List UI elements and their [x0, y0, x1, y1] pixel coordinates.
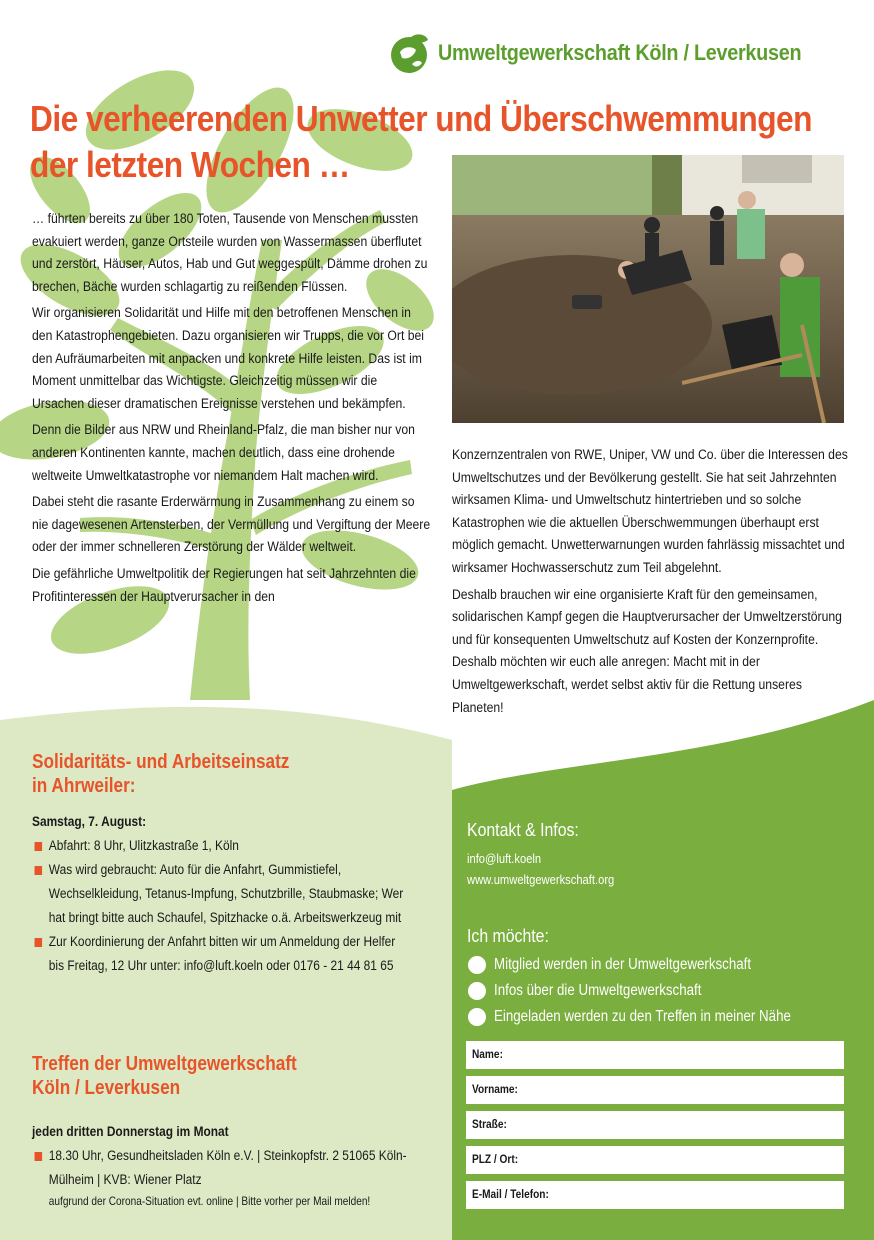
street-field[interactable] [466, 1111, 844, 1139]
brand-name: Umweltgewerkschaft Köln / Leverkusen [438, 40, 802, 65]
event-2-bullet: 18.30 Uhr, Gesundheitsladen Köln e.V. | Steinkopfstr. 2 51065 Köln-Mülheim | KVB: Wiener Platz [32, 1144, 410, 1192]
headline-line-1: Die verheerenden Unwetter und Überschwemmungen [30, 98, 812, 139]
field-label: Name: [472, 1049, 503, 1061]
option-membership[interactable] [468, 952, 839, 978]
body-paragraph: Deshalb brauchen wir eine organisierte Kraft für den gemeinsamen, solidarischen Kampf gegen die Hauptverursacher der Umweltzerstörung und für konsequenten Umweltschutz auf Kosten der Konzernprofite. Deshalb möchten wir euch alle anregen: Macht mit in der Umweltgewerkschaft, werdet selbst aktiv für die Rettung unseres Planeten! [452, 586, 842, 716]
radio-circle-icon[interactable] [468, 982, 486, 1000]
event-1-details [32, 810, 482, 978]
contact-lines [467, 848, 638, 890]
signup-title: Ich möchte: [467, 926, 549, 946]
event-2-details [32, 1120, 482, 1210]
body-paragraph: … führten bereits zu über 180 Toten, Tausende von Menschen mussten evakuiert werden, ganze Ortsteile wurden von Wassermassen überflutet und zerstört, Häuser, Autos, Hab und Gut weggespült, Dämme drohen zu brechen, Bäche wurden schlagartig zu reißenden Flüssen. [32, 211, 428, 295]
body-paragraph: Konzernzentralen von RWE, Uniper, VW und Co. über die Interessen des Umweltschutzes und der Bevölkerung gestellt. Sie hat seit Jahrzehnten wirksamen Klima- und Umweltschutz hintertrieben und so solche Katastrophen wie die aktuellen Überschwemmungen überhaupt erst möglich gemacht. Unwetterwarnungen wurden fahrlässig missachtet und wirksamer Hochwasserschutz zum Teil abgelehnt. [452, 447, 848, 576]
option-label: Infos über die Umweltgewerkschaft [494, 982, 702, 999]
volunteers-photo [452, 155, 844, 423]
contact-title: Kontakt & Infos: [467, 820, 579, 840]
first-name-field[interactable] [466, 1076, 844, 1104]
contact-email[interactable]: info@luft.koeln [467, 851, 542, 866]
zip-city-field[interactable] [466, 1146, 844, 1174]
event-1-title-line-2: in Ahrweiler: [32, 775, 136, 797]
email-phone-field[interactable] [466, 1181, 844, 1209]
event-2-title-line-1: Treffen der Umweltgewerkschaft [32, 1053, 297, 1075]
event-1-title-line-1: Solidaritäts- und Arbeitseinsatz [32, 751, 290, 773]
globe-leaf-icon [386, 30, 432, 76]
event-2-title-line-2: Köln / Leverkusen [32, 1077, 181, 1099]
option-label: Eingeladen werden zu den Treffen in meiner Nähe [494, 1008, 791, 1025]
field-label: Straße: [472, 1119, 507, 1131]
name-field[interactable] [466, 1041, 844, 1069]
field-label: Vorname: [472, 1084, 518, 1096]
event-1-bullet: Zur Koordinierung der Anfahrt bitten wir um Anmeldung der Helfer bis Freitag, 12 Uhr unter: info@luft.koeln oder 0176 - 21 44 81 65 [32, 930, 410, 978]
field-label: PLZ / Ort: [472, 1154, 519, 1166]
event-2-title [32, 1052, 340, 1100]
body-paragraph: Wir organisieren Solidarität und Hilfe mit den betroffenen Menschen in den Katastrophengebieten. Dazu organisieren wir Trupps, die vor Ort bei den Aufräumarbeiten mit anpacken und konkrete Hilfe leisten. Das ist im Moment unmittelbar das Wichtigste. Gleichzeitig müssen wir die Ursachen dieser dramatischen Ereignisse verstehen und bekämpfen. [32, 305, 425, 412]
event-1-bullet: Was wird gebraucht: Auto für die Anfahrt, Gummistiefel, Wechselkleidung, Tetanus-Impfung, Schutzbrille, Staubmaske; Wer hat bringt bitte auch Schaufel, Spitzhacke o.ä. Arbeitswerkzeug mit [32, 858, 410, 930]
radio-circle-icon[interactable] [468, 956, 486, 974]
body-paragraph: Denn die Bilder aus NRW und Rheinland-Pfalz, die man bisher nur von anderen Kontinenten kannte, machen deutlich, dass eine drohende weltweite Umweltkatastrophe vor niemandem Halt machen wird. [32, 422, 415, 484]
body-right-column [452, 444, 852, 723]
contact-website[interactable]: www.umweltgewerkschaft.org [467, 872, 615, 887]
signup-options [468, 952, 839, 1030]
event-2-note: aufgrund der Corona-Situation evt. online | Bitte vorher per Mail melden! [48, 1194, 371, 1208]
option-info[interactable] [468, 978, 839, 1004]
field-label: E-Mail / Telefon: [472, 1189, 549, 1201]
option-invite[interactable] [468, 1004, 839, 1030]
event-2-date: jeden dritten Donnerstag im Monat [32, 1124, 229, 1140]
brand-logo [386, 30, 842, 76]
body-paragraph: Dabei steht die rasante Erderwärmung in Zusammenhang zu einem so nie dagewesenen Artensterben, der Vermüllung und Vergiftung der Meere oder der immer schnelleren Zerstörung der Wälder weltweit. [32, 494, 431, 556]
body-left-column [32, 208, 432, 612]
option-label: Mitglied werden in der Umweltgewerkschaft [494, 956, 752, 973]
signup-form [466, 1041, 844, 1216]
event-1-bullet: Abfahrt: 8 Uhr, Ulitzkastraße 1, Köln [32, 834, 410, 858]
radio-circle-icon[interactable] [468, 1008, 486, 1026]
headline-line-2: der letzten Wochen … [30, 144, 350, 185]
event-1-title [32, 750, 331, 798]
event-1-date: Samstag, 7. August: [32, 814, 147, 830]
body-paragraph: Die gefährliche Umweltpolitik der Regierungen hat seit Jahrzehnten die Profitinteressen der Hauptverursacher in den [32, 565, 416, 605]
